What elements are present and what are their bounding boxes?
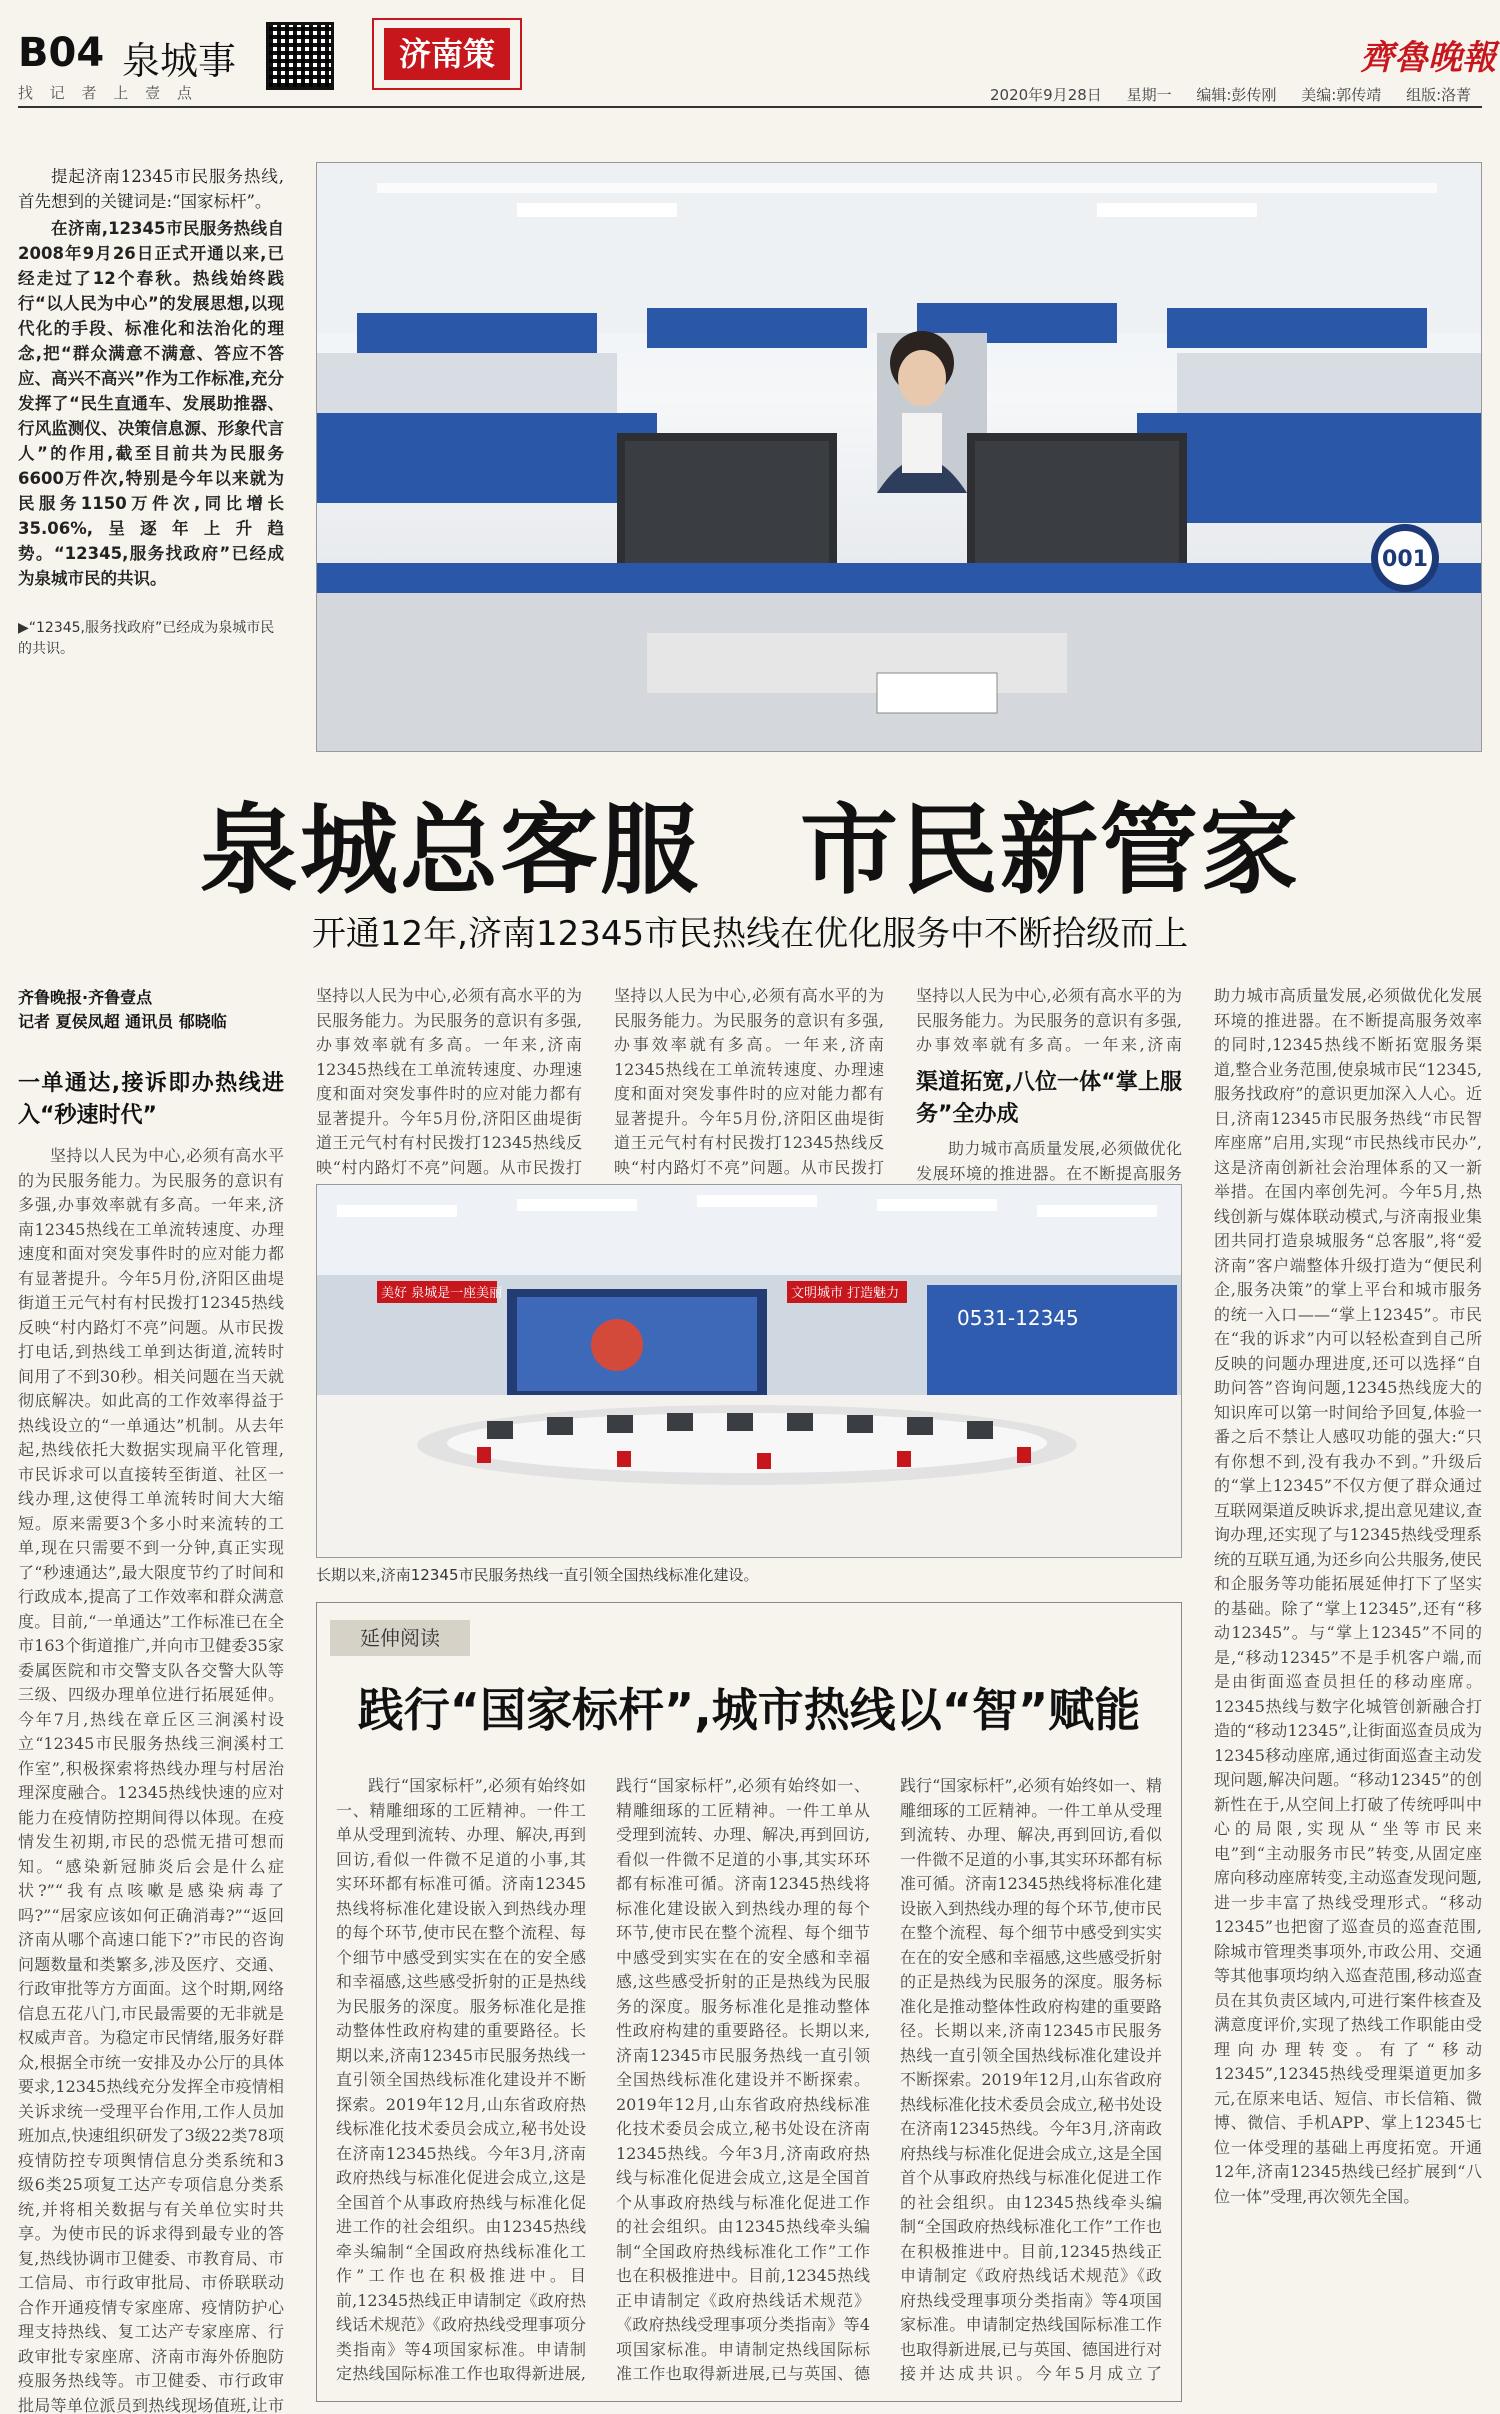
- hall-banner-right: 文明城市 打造魅力: [791, 1286, 900, 1301]
- hotline-hall-illustration: [317, 1185, 1182, 1558]
- header-editor: 编辑:彭传刚: [1196, 86, 1277, 104]
- extension-tag: 延伸阅读: [330, 1620, 470, 1656]
- extension-column-3: [900, 1774, 1162, 2384]
- section1-continued-b: 坚持以人民为中心,必须有高水平的为民服务能力。为民服务的意识有多强,办事效率就有多高。一年来,济南12345热线在工单流转速度、办理速度和面对突发事件时的应对能力都有显著提升。今年5月份,济阳区曲堤街道王元气村有村民拨打12345热线反映“村内路灯不亮”问题。从市民拨打: [614, 986, 884, 1177]
- section-name: 泉城事: [122, 39, 237, 83]
- call-center-photo: [316, 162, 1482, 752]
- header-slogan: 找 记 者 上 壹 点: [18, 84, 198, 102]
- subheadline: 开通12年,济南12345市民热线在优化服务中不断拾级而上: [311, 914, 1189, 954]
- byline-authors: 记者 夏侯凤超 通讯员 郁晓临: [18, 1012, 227, 1031]
- header-rule: [18, 106, 1482, 108]
- headline: 泉城总客服 市民新管家: [199, 794, 1300, 908]
- header-designer: 美编:郭传靖: [1301, 86, 1382, 104]
- article-column-3: [614, 984, 884, 1179]
- extension-title: 践行“国家标杆”,城市热线以“智”赋能: [357, 1683, 1141, 1737]
- extension-column-2: [616, 1774, 870, 2384]
- paper-logo: 齊魯晚報: [1360, 38, 1496, 78]
- byline: [18, 986, 284, 1034]
- intro-text: [18, 164, 284, 593]
- section2-title: 渠道拓宽,八位一体“掌上服务”全办成: [916, 1070, 1182, 1127]
- header-meta: [990, 84, 1491, 105]
- qr-code-icon: [266, 22, 334, 90]
- section2-text: 助力城市高质量发展,必须做优化发展环境的推进器。在不断提高服务效率的同时,12345热线不断拓宽服务渠道,整合业务范围,使泉城市民“12345,服务找政府”的意识更加深入人心。近日,济南12345市民服务热线“市民智库座席”启用,实现“市民热线市民办”,这是济南创新社会治理体系的又一新举措。在国内率创先河。今年5月,热线创新与媒体联动模式,与济南报业集团共同打造泉城服务“总客服”,将“爱济南”客户端整体升级打造为“便民利企,服务决策”的掌上平台和城市服务的统一入口——“掌上12345”。市民在“我的诉求”内可以轻松查到自己所反映的问题办理进度,还可以选择“自助问答”咨询问题,12345热线庞大的知识库可以第一时间给予回复,体验一番之后不禁让人感叹功能的强大:“只有你想不到,没有我办不到。”升级后的“掌上12345”不仅方便了群众通过互联网渠道反映诉求,提出意见建议,查询办理,还实现了与12345热线受理系统的互联互通,为还乡向公共服务,使民和企服务等功能拓展延伸打下了坚实的基础。除了“掌上12345”,还有“移动12345”。与“掌上12345”不同的是,“移动12345”不是手机客户端,而是由街面巡查员担任的移动座席。12345热线与数字化城管创新融合打造的“移动12345”,让街面巡查员成为12345移动座席,通过街面巡查主动发现问题,解决问题。“移动12345”的创新性在于,从空间上打破了传统呼叫中心的局限,实现从“坐等市民来电”到“主动服务市民”转变,从固定座席向移动座席转变,主动巡查发现问题,进一步丰富了热线受理形式。“移动12345”也把窗了巡查员的巡查范围,除城市管理类事项外,市政公用、交通等其他事项均纳入巡查范围,移动巡查员在其负责区域内,可进行案件核查及满意度评价,实现了热线工作职能由受理向办理转变。有了“移动12345”,12345热线受理渠道更加多元,在原来电话、短信、市长信箱、微博、微信、手机APP、掌上12345七位一体受理的基础上再度拓宽。开通12年,济南12345热线已经扩展到“八位一体”受理,再次领先全国。: [1214, 986, 1482, 2206]
- section1-continued-a: 坚持以人民为中心,必须有高水平的为民服务能力。为民服务的意识有多强,办事效率就有多高。一年来,济南12345热线在工单流转速度、办理速度和面对突发事件时的应对能力都有显著提升。今年5月份,济阳区曲堤街道王元气村有村民拨打12345热线反映“村内路灯不亮”问题。从市民拨打: [316, 986, 582, 1177]
- intro-paragraph-1: 提起济南12345市民服务热线,首先想到的关键词是:“国家标杆”。: [18, 167, 284, 211]
- section2-text-start: 助力城市高质量发展,必须做优化发展环境的推进器。在不断提高服务: [916, 1139, 1182, 1183]
- article-column-5: [1214, 984, 1482, 2394]
- photo2-caption: 长期以来,济南12345市民服务热线一直引领全国热线标准化建设。: [316, 1566, 759, 1584]
- byline-source: 齐鲁晚报·齐鲁壹点: [18, 988, 153, 1007]
- article-column-1: [18, 1068, 284, 2414]
- extension-text: 践行“国家标杆”,必须有始终如一、精雕细琢的工匠精神。一件工单从受理到流转、办理、解决,再到回访,看似一件微不足道的小事,其实环环都有标准可循。济南12345热线将标准化建设嵌入到热线办理的每个环节,使市民在整个流程、每个细节中感受到实实在在的安全感和幸福感,这些感受折射的正是热线为民服务的深度。服务标准化是推动整体性政府构建的重要路径。长期以来,济南12345市民服务热线一直引领全国热线标准化建设并不断探索。2019年12月,山东省政府热线标准化技术委员会成立,秘书处设在济南12345热线。今年3月,济南政府热线与标准化促进会成立,这是全国首个从事政府热线与标准化促进工作的社会组织。由12345热线牵头编制“全国政府热线标准化工作”工作也在积极推进中。目前,12345热线正申请制定《政府热线话术规范》《政府热线受理事项分类指南》等4项国家标准。申请制定热线国际标准工作也取得新进展,: [336, 1776, 586, 2383]
- photo1-caption: ▶“12345,服务找政府”已经成为泉城市民的共识。: [18, 620, 275, 657]
- article-column-2: [316, 984, 582, 1179]
- section-tag: 济南策: [384, 28, 510, 80]
- section1-continued-c: 坚持以人民为中心,必须有高水平的为民服务能力。为民服务的意识有多强,办事效率就有多高。一年来,济南: [916, 986, 1182, 1054]
- header-proofreader: 组版:洛菁: [1406, 86, 1472, 104]
- desk-sign-number: 001: [1382, 547, 1428, 572]
- hotline-hall-photo: [316, 1184, 1182, 1558]
- extension-text-continued-a: 践行“国家标杆”,必须有始终如一、精雕细琢的工匠精神。一件工单从受理到流转、办理、解决,再到回访,看似一件微不足道的小事,其实环环都有标准可循。济南12345热线将标准化建设嵌入到热线办理的每个环节,使市民在整个流程、每个细节中感受到实实在在的安全感和幸福感,这些感受折射的正是热线为民服务的深度。服务标准化是推动整体性政府构建的重要路径。长期以来,济南12345市民服务热线一直引领全国热线标准化建设并不断探索。2019年12月,山东省政府热线标准化技术委员会成立,秘书处设在济南12345热线。今年3月,济南政府热线与标准化促进会成立,这是全国首个从事政府热线与标准化促进工作的社会组织。由12345热线牵头编制“全国政府热线标准化工作”工作也在积极推进中。目前,12345热线正申请制定《政府热线话术规范》《政府热线受理事项分类指南》等4项国家标准。申请制定热线国际标准工作也取得新进展,已与英国、德: [616, 1776, 870, 2383]
- article-column-4: [916, 984, 1182, 1185]
- call-center-illustration: [317, 163, 1482, 752]
- hall-banner-left: 美好 泉城是一座美丽: [381, 1286, 503, 1301]
- hall-wall-number: 0531-12345: [957, 1306, 1079, 1330]
- header-weekday: 星期一: [1126, 86, 1172, 104]
- section1-text: 坚持以人民为中心,必须有高水平的为民服务能力。为民服务的意识有多强,办事效率就有多高。一年来,济南12345热线在工单流转速度、办理速度和面对突发事件时的应对能力都有显著提升。今年5月份,济阳区曲堤街道王元气村有村民拨打12345热线反映“村内路灯不亮”问题。从市民拨打电话,到热线工单到达街道,流转时间用了不到30秒。相关问题在当天就彻底解决。如此高的工作效率得益于热线设立的“一单通达”机制。从去年起,热线依托大数据实现扁平化管理,市民诉求可以直接转至街道、社区一线办理,这使得工单流转时间大大缩短。原来需要3个多小时来流转的工单,现在只需要不到一分钟,真正实现了“秒速通达”,最大限度节约了时间和行政成本,提高了工作效率和群众满意度。目前,“一单通达”工作标准已在全市163个街道推广,并向市卫健委35家委属医院和市交警支队各交警大队等三级、四级办理单位进行拓展延伸。今年7月,热线在章丘区三涧溪村设立“12345市民服务热线三涧溪村工作室”,积极探索将热线办理与村居治理深度融合。12345热线快速的应对能力在疫情防控期间得以体现。在疫情发生初期,市民的恐慌无措可想而知。“感染新冠肺炎后会是什么症状?”“我有点咳嗽是感染病毒了吗?”“居家应该如何正确消毒?”“返回济南从哪个高速口能下?”市民的咨询问题数量和类繁多,涉及医疗、交通、行政审批等方方面面。这个时期,网络信息五花八门,市民最需要的无非就是权威声音。为稳定市民情绪,服务好群众,根据全市统一安排及办公厅的具体要求,12345热线充分发挥全市疫情相关诉求统一受理平台作用,工作人员加班加点,快速组织研发了3级22类78项疫情防控专项舆情信息分类系统和3级6类25项复工达产专项信息分类系统,并将相关数据与有关单位实时共享。为使市民的诉求得到最专业的答复,热线协调市卫健委、市教育局、市工信局、市行政审批局、市侨联联动合作开通疫情专家座席、疫情防护心理支持热线、复工达产专家座席、行政审批专家座席、济南市海外侨胞防疫服务热线等。市卫健委、市行政审批局等单位派员到热线现场值班,让市: [18, 1146, 284, 2414]
- intro-paragraph-2: 在济南,12345市民服务热线自2008年9月26日正式开通以来,已经走过了12个春秋。热线始终践行“以人民为中心”的发展思想,以现代化的手段、标准化和法治化的理念,把“群众满意不满意、答应不答应、高兴不高兴”作为工作标准,充分发挥了“民生直通车、发展助推器、行风监测仪、决策信息源、形象代言人”的作用,截至目前共为民服务6600万件次,特别是今年以来就为民服务1150万件次,同比增长35.06%,呈逐年上升趋势。“12345,服务找政府”已经成为泉城市民的共识。: [18, 219, 284, 588]
- page-number: B04: [18, 30, 105, 76]
- section1-title: 一单通达,接诉即办热线进入“秒速时代”: [18, 1071, 284, 1128]
- extension-column-1: [336, 1774, 586, 2384]
- header-date: 2020年9月28日: [990, 86, 1102, 104]
- extension-text-continued-b: 践行“国家标杆”,必须有始终如一、精雕细琢的工匠精神。一件工单从受理到流转、办理、解决,再到回访,看似一件微不足道的小事,其实环环都有标准可循。济南12345热线将标准化建设嵌入到热线办理的每个环节,使市民在整个流程、每个细节中感受到实实在在的安全感和幸福感,这些感受折射的正是热线为民服务的深度。服务标准化是推动整体性政府构建的重要路径。长期以来,济南12345市民服务热线一直引领全国热线标准化建设并不断探索。2019年12月,山东省政府热线标准化技术委员会成立,秘书处设在济南12345热线。今年3月,济南政府热线与标准化促进会成立,这是全国首个从事政府热线与标准化促进工作的社会组织。由12345热线牵头编制“全国政府热线标准化工作”工作也在积极推进中。目前,12345热线正申请制定《政府热线话术规范》《政府热线受理事项分类指南》等4项国家标准。申请制定热线国际标准工作也取得新进展,已与英国、德国进行对接并达成共识。今年5月成立了: [900, 1776, 1162, 2383]
